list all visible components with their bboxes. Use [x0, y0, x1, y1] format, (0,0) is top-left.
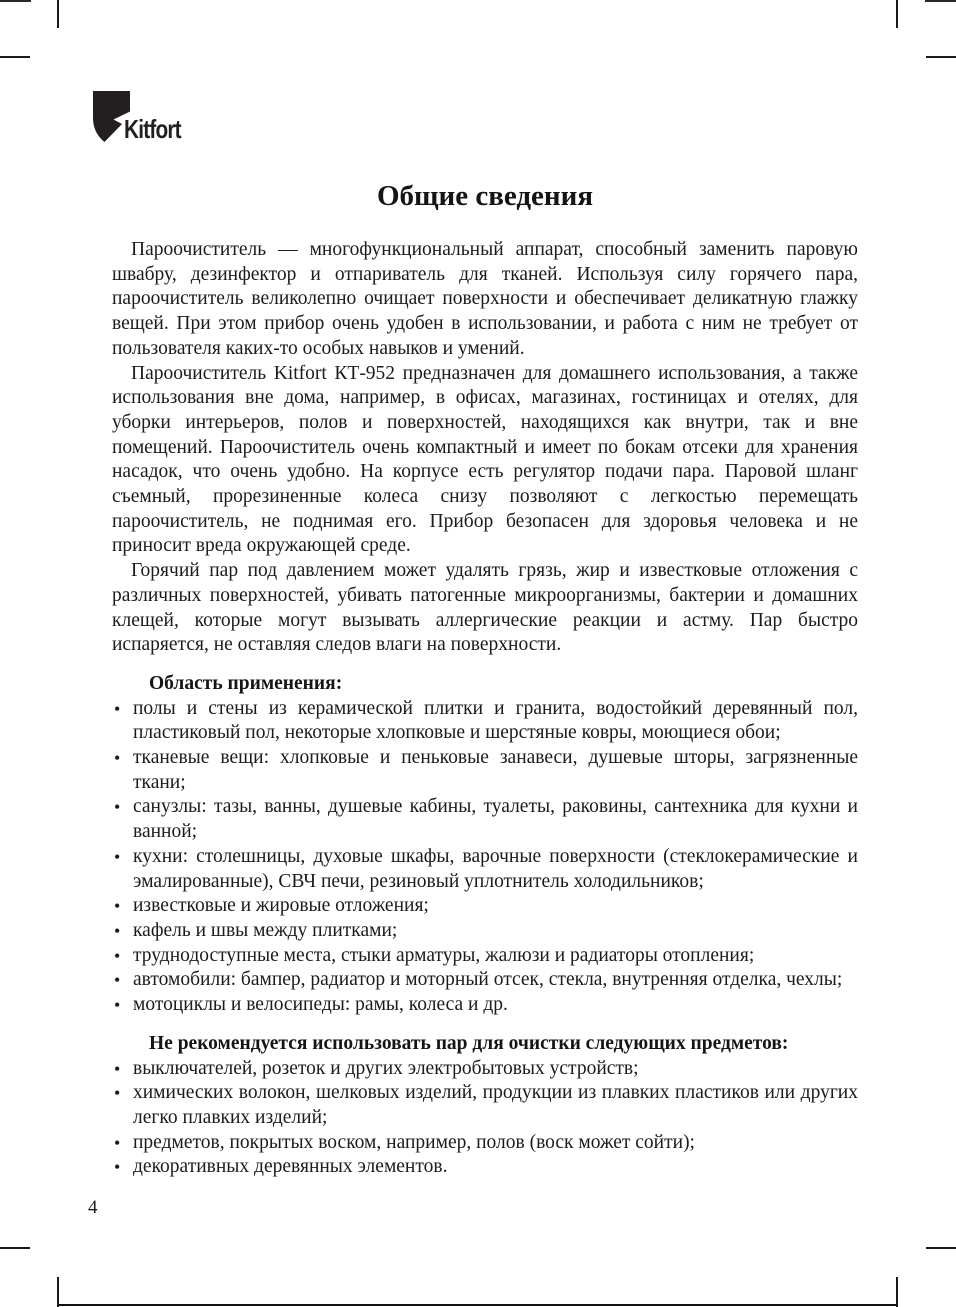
crop-mark-bottom-left-horizontal: [0, 1247, 30, 1249]
crop-mark-bottom-right-vertical: [896, 1277, 898, 1307]
page-edge-bottom-line: [58, 1304, 898, 1306]
crop-mark-top-right-horizontal: [926, 56, 956, 58]
page-edge-top-right: [925, 0, 956, 2]
crop-mark-bottom-left-vertical: [57, 1277, 59, 1307]
section-heading-not-recommended: Не рекомендуется использовать пар для очистки следующих предметов:: [149, 1032, 789, 1054]
crop-mark-top-left-horizontal: [0, 56, 30, 58]
list-item: • тканевые вещи: хлопковые и пеньковые занавеси, душевые шторы, загрязненные ткани;: [112, 746, 858, 795]
page-content: [112, 174, 858, 1180]
list-item: • труднодоступные места, стыки арматуры, жалюзи и радиаторы отопления;: [112, 944, 858, 969]
list-item: • мотоциклы и велосипеды: рамы, колеса и др.: [112, 993, 858, 1018]
crop-mark-bottom-right-horizontal: [926, 1247, 956, 1249]
list-item: • полы и стены из керамической плитки и гранита, водостойкий деревянный пол, пластиковый пол, некоторые хлопковые и шерстяные ковры, моющиеся обои;: [112, 697, 858, 746]
page-edge-top-left: [0, 0, 31, 2]
list-item: • санузлы: тазы, ванны, душевые кабины, туалеты, раковины, сантехника для кухни и ванной;: [112, 795, 858, 844]
body-paragraph-2: Пароочиститель Kitfort КТ-952 предназначен для домашнего использования, а также использования вне дома, например, в офисах, магазинах, гостиницах и отелях, для уборки интерьеров, полов и поверхностей, находящихся как внутри, так и вне помещений. Пароочиститель очень компактный и имеет по бокам отсеки для хранения насадок, что очень удобно. На корпусе есть регулятор подачи пара. Паровой шланг съемный, прорезиненные колеса снизу позволяют с легкостью перемещать пароочиститель, не поднимая его. Прибор безопасен для здоровья человека и не приносит вреда окружающей среде.: [112, 362, 858, 557]
list-item: • кухни: столешницы, духовые шкафы, варочные поверхности (стеклокерамические и эмалированные), СВЧ печи, резиновый уплотнитель холодильников;: [112, 845, 858, 894]
list-item: • предметов, покрытых воском, например, полов (воск может сойти);: [112, 1131, 858, 1156]
crop-mark-top-left-vertical: [57, 0, 59, 28]
brand-wordmark: Kitfort: [124, 114, 181, 144]
bullet-list-application-area: [112, 697, 858, 1018]
crop-mark-top-right-vertical: [896, 0, 898, 28]
list-item: • кафель и швы между плитками;: [112, 919, 858, 944]
bullet-list-not-recommended: [112, 1057, 858, 1181]
list-item: • выключателей, розеток и других электробытовых устройств;: [112, 1057, 858, 1082]
body-paragraph-1: Пароочиститель — многофункциональный аппарат, способный заменить паровую швабру, дезинфектор и отпариватель для тканей. Используя силу горячего пара, пароочиститель великолепно очищает поверхности и обеспечивает деликатную глажку вещей. При этом прибор очень удобен в использовании, и работа с ним не требует от пользователя каких-то особых навыков и умений.: [112, 239, 858, 359]
page-title: Общие сведения: [376, 180, 594, 212]
body-paragraph-3: Горячий пар под давлением может удалять грязь, жир и известковые отложения с различных поверхностей, убивать патогенные микроорганизмы, бактерии и домашних клещей, которые могут вызывать аллергические реакции и астму. Пар быстро испаряется, не оставляя следов влаги на поверхности.: [112, 560, 858, 656]
page-number: 4: [88, 1197, 98, 1218]
section-heading-application-area: Область применения:: [149, 672, 343, 694]
list-item: • химических волокон, шелковых изделий, продукции из плавких пластиков или других легко плавких изделий;: [112, 1081, 858, 1130]
brand-logo: [92, 91, 195, 142]
list-item: • декоративных деревянных элементов.: [112, 1155, 858, 1180]
list-item: • известковые и жировые отложения;: [112, 894, 858, 919]
list-item: • автомобили: бампер, радиатор и моторный отсек, стекла, внутренняя отделка, чехлы;: [112, 968, 858, 993]
